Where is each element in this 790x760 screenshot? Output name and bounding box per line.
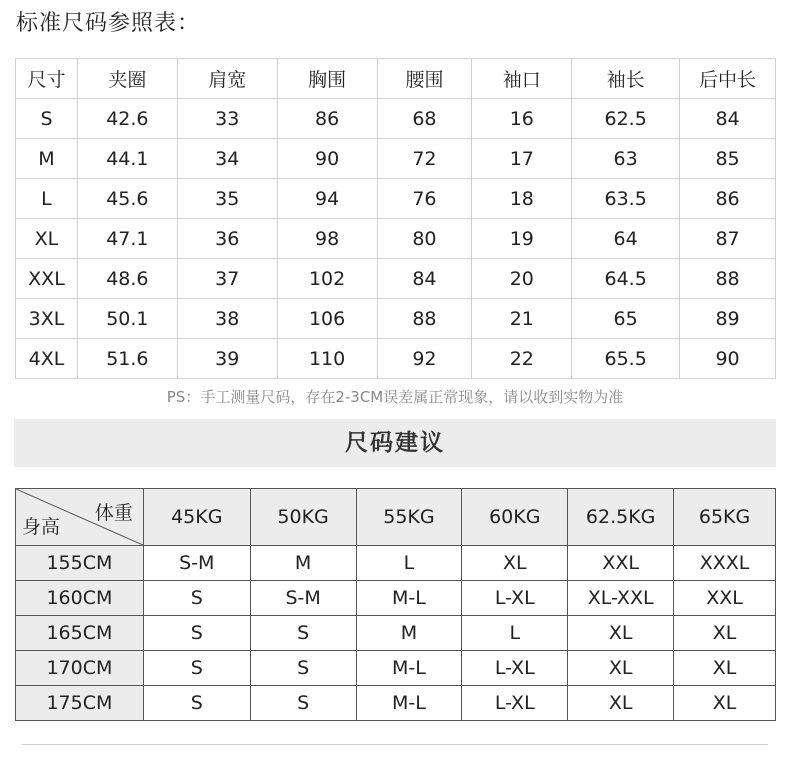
- height-axis-label: 身高: [22, 516, 61, 538]
- table-cell: 20: [472, 259, 572, 299]
- table-cell: 85: [680, 139, 776, 179]
- table-cell: 39: [177, 339, 277, 379]
- size-cell: S: [250, 686, 356, 721]
- size-cell: XL: [568, 616, 674, 651]
- table-cell: 86: [277, 99, 377, 139]
- table-cell: 76: [377, 179, 472, 219]
- weight-header-cell: 60KG: [462, 489, 568, 546]
- table-cell: 34: [177, 139, 277, 179]
- size-cell: M-L: [356, 581, 462, 616]
- table-cell: 44.1: [77, 139, 177, 179]
- header-cell: 腰围: [377, 59, 472, 99]
- table-row: [16, 581, 776, 616]
- size-cell: S: [250, 616, 356, 651]
- table-cell: M: [16, 139, 78, 179]
- table-cell: 42.6: [77, 99, 177, 139]
- table-cell: 88: [377, 299, 472, 339]
- table-row: [16, 299, 776, 339]
- header-cell: 肩宽: [177, 59, 277, 99]
- table-cell: 18: [472, 179, 572, 219]
- recommend-header-row: [16, 489, 776, 546]
- size-cell: S-M: [250, 581, 356, 616]
- table-cell: 50.1: [77, 299, 177, 339]
- table-cell: 64.5: [572, 259, 680, 299]
- size-cell: XL: [568, 686, 674, 721]
- size-cell: L-XL: [462, 651, 568, 686]
- table-cell: XL: [16, 219, 78, 259]
- table-cell: 33: [177, 99, 277, 139]
- height-cell: 155CM: [16, 546, 144, 581]
- table-cell: 63: [572, 139, 680, 179]
- header-cell: 尺寸: [16, 59, 78, 99]
- table-cell: 48.6: [77, 259, 177, 299]
- size-cell: S: [143, 581, 250, 616]
- table-cell: 65.5: [572, 339, 680, 379]
- size-cell: XL: [674, 616, 776, 651]
- measurement-note: PS：手工测量尺码，存在2-3CM误差属正常现象，请以收到实物为准: [166, 388, 624, 406]
- table-cell: 88: [680, 259, 776, 299]
- size-cell: S: [143, 616, 250, 651]
- table-row: [16, 616, 776, 651]
- size-cell: L-XL: [462, 581, 568, 616]
- size-cell: M: [250, 546, 356, 581]
- table-cell: 37: [177, 259, 277, 299]
- table-row: [16, 686, 776, 721]
- table-row: [16, 139, 776, 179]
- table-cell: 72: [377, 139, 472, 179]
- size-cell: L: [356, 546, 462, 581]
- size-cell: S: [143, 686, 250, 721]
- size-cell: XXL: [674, 581, 776, 616]
- table-cell: 84: [680, 99, 776, 139]
- table-row: [16, 651, 776, 686]
- size-chart-header-row: [16, 59, 776, 99]
- table-cell: 45.6: [77, 179, 177, 219]
- table-cell: 64: [572, 219, 680, 259]
- corner-cell: [16, 489, 144, 546]
- header-cell: 后中长: [680, 59, 776, 99]
- size-cell: M: [356, 616, 462, 651]
- size-cell: XL: [674, 651, 776, 686]
- weight-header-cell: 62.5KG: [568, 489, 674, 546]
- table-cell: XXL: [16, 259, 78, 299]
- table-cell: 84: [377, 259, 472, 299]
- table-cell: 68: [377, 99, 472, 139]
- height-cell: 160CM: [16, 581, 144, 616]
- table-cell: 98: [277, 219, 377, 259]
- size-cell: L-XL: [462, 686, 568, 721]
- header-cell: 胸围: [277, 59, 377, 99]
- table-cell: 92: [377, 339, 472, 379]
- height-cell: 165CM: [16, 616, 144, 651]
- size-recommendation-table: [15, 488, 776, 721]
- table-cell: 106: [277, 299, 377, 339]
- bottom-divider: [22, 744, 768, 745]
- size-cell: S-M: [143, 546, 250, 581]
- table-cell: 22: [472, 339, 572, 379]
- table-cell: 63.5: [572, 179, 680, 219]
- table-row: [16, 259, 776, 299]
- header-cell: 袖长: [572, 59, 680, 99]
- size-cell: L: [462, 616, 568, 651]
- weight-header-cell: 45KG: [143, 489, 250, 546]
- table-cell: 21: [472, 299, 572, 339]
- table-cell: S: [16, 99, 78, 139]
- table-cell: 86: [680, 179, 776, 219]
- size-cell: M-L: [356, 651, 462, 686]
- table-cell: 4XL: [16, 339, 78, 379]
- header-cell: 夹圈: [77, 59, 177, 99]
- table-cell: 36: [177, 219, 277, 259]
- table-cell: 35: [177, 179, 277, 219]
- table-row: [16, 99, 776, 139]
- size-chart-table: [15, 58, 776, 379]
- weight-header-cell: 65KG: [674, 489, 776, 546]
- size-cell: XL: [568, 651, 674, 686]
- table-cell: 47.1: [77, 219, 177, 259]
- size-cell: S: [143, 651, 250, 686]
- page-title: 标准尺码参照表：: [16, 11, 201, 36]
- size-cell: XL: [674, 686, 776, 721]
- table-cell: 65: [572, 299, 680, 339]
- height-cell: 170CM: [16, 651, 144, 686]
- table-cell: 90: [277, 139, 377, 179]
- weight-header-cell: 55KG: [356, 489, 462, 546]
- header-cell: 袖口: [472, 59, 572, 99]
- table-cell: 16: [472, 99, 572, 139]
- table-row: [16, 339, 776, 379]
- table-row: [16, 219, 776, 259]
- table-cell: 3XL: [16, 299, 78, 339]
- table-cell: 38: [177, 299, 277, 339]
- table-cell: 110: [277, 339, 377, 379]
- size-cell: XL-XXL: [568, 581, 674, 616]
- table-cell: 19: [472, 219, 572, 259]
- height-cell: 175CM: [16, 686, 144, 721]
- table-cell: 62.5: [572, 99, 680, 139]
- table-row: [16, 546, 776, 581]
- size-cell: M-L: [356, 686, 462, 721]
- table-cell: 90: [680, 339, 776, 379]
- table-cell: 102: [277, 259, 377, 299]
- size-cell: XL: [462, 546, 568, 581]
- table-cell: 94: [277, 179, 377, 219]
- table-cell: 17: [472, 139, 572, 179]
- table-cell: 80: [377, 219, 472, 259]
- table-cell: 87: [680, 219, 776, 259]
- size-cell: S: [250, 651, 356, 686]
- table-cell: 51.6: [77, 339, 177, 379]
- table-cell: 89: [680, 299, 776, 339]
- table-cell: L: [16, 179, 78, 219]
- size-cell: XXL: [568, 546, 674, 581]
- weight-axis-label: 体重: [94, 502, 133, 524]
- weight-header-cell: 50KG: [250, 489, 356, 546]
- table-row: [16, 179, 776, 219]
- recommend-section-title: 尺码建议: [14, 419, 776, 467]
- size-cell: XXXL: [674, 546, 776, 581]
